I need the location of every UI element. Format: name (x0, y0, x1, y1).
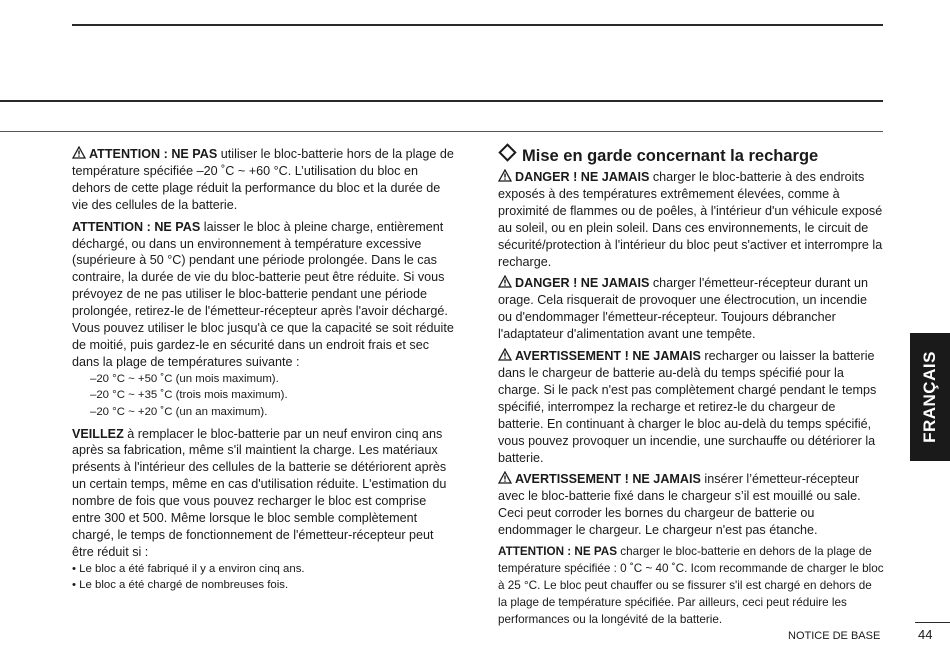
warning-triangle-icon (498, 471, 512, 484)
danger-text: charger le bloc-batterie à des endroits exposés à des températures extrêmement élevées, comme à proximité de flammes ou de poêles, à l'intérieur d'un véhicule exposé au soleil, ou en plein soleil. Dans ces environnements, le circuit de sécurité/protection à l'intérieur du bloc peut s'activer et interrompre la recharge. (498, 170, 883, 269)
warning-label: AVERTISSEMENT ! NE JAMAIS (515, 349, 701, 364)
temp-range-item: –20 °C ~ +50 ˚C (un mois maximum). (90, 372, 279, 385)
section-title: Mise en garde concernant la recharge (522, 147, 819, 165)
warning-label: AVERTISSEMENT ! NE JAMAIS (515, 472, 701, 487)
attention-label: ATTENTION : NE PAS (72, 219, 201, 234)
warning-triangle-icon (72, 146, 86, 159)
danger-label: DANGER ! NE JAMAIS (515, 276, 650, 291)
warning-triangle-icon (498, 275, 512, 288)
bullet-item: • Le bloc a été fabriqué il y a environ cinq ans. (72, 562, 305, 575)
attention-charging-paragraph (498, 544, 884, 629)
danger-text: charger l'émetteur-récepteur durant un orage. Cela risquerait de provoquer une électrocution, un incendie ou d'endommager l'émetteur-récepteur. Toujours débrancher l'adaptateur d'alimentation avant une tempête. (498, 276, 869, 342)
attention-text: laisser le bloc à pleine charge, entièrement déchargé, ou dans un environnement à température excessive (supérieure à 50 °C) pendant une période prolongée. Dans le cas contraire, la durée de vie du bloc-batterie peut être réduite. Si vous prévoyez de ne pas utiliser le bloc-batterie pendant une période prolongée, retirez-le de l'émetteur-récepteur après l'avoir déchargé. Vous pouvez utiliser le bloc jusqu'à ce que la capacité se soit réduite de moitié, puis gardez-le en sécurité dans un endroit frais et sec dans la plage de températures suivante : (72, 219, 454, 369)
veillez-label: VEILLEZ (72, 426, 124, 441)
header-rule-thick (0, 100, 883, 102)
right-column (498, 145, 884, 629)
top-rule (72, 24, 883, 26)
language-tab-label: FRANÇAIS (920, 351, 939, 443)
attention-text: charger le bloc-batterie en dehors de la plage de température spécifiée : 0 ˚C ~ 40 ˚C. Icom recommande de charger le bloc à 25 °C. Le bloc peut chauffer ou se fissurer s'il est chargé en dehors de la plage de température spécifiée. Par ailleurs, ceci peut réduire les performances ou la longévité de la batterie. (498, 545, 884, 626)
language-tab (910, 333, 950, 461)
replacement-paragraph (72, 426, 455, 561)
section-heading (498, 145, 884, 167)
warning-wet-paragraph (498, 471, 884, 539)
warning-text: recharger ou laisser la batterie dans le chargeur de batterie au-delà du temps spécifié pour la charge. Si le pack n'est pas complètement chargé pendant le temps spécifié, interrompez la recharge et retirez-le du chargeur de batterie. En continuant à charger le bloc au-delà du temps spécifié, vous pouvez provoquer un incendie, une surchauffe ou détériorer la batterie. (498, 349, 877, 465)
header-rule-thin (0, 131, 883, 132)
footer-label: NOTICE DE BASE (788, 630, 881, 642)
left-column (72, 146, 455, 594)
attention-label: ATTENTION : NE PAS (498, 545, 618, 559)
attention-temperature-paragraph (72, 146, 455, 214)
attention-text: utiliser le bloc-batterie hors de la plage de température spécifiée –20 ˚C ~ +60 °C. L’utilisation du bloc en dehors de cette plage réduit la performance du bloc et la durée de vie des cellules de la batterie. (72, 147, 454, 212)
diamond-icon (498, 143, 516, 161)
warning-text: insérer l’émetteur-récepteur avec le bloc-batterie fixé dans le chargeur s’il est mouillé ou sale. Ceci peut corroder les bornes du chargeur de batterie ou endommager le chargeur. Le chargeur n'est pas étanche. (498, 472, 861, 538)
warning-triangle-icon (498, 348, 512, 361)
temp-range-item: –20 °C ~ +35 ˚C (trois mois maximum). (90, 389, 288, 402)
temp-range-item: –20 °C ~ +20 ˚C (un an maximum). (90, 405, 268, 418)
warning-triangle-icon (498, 169, 512, 182)
bullet-item: • Le bloc a été chargé de nombreuses fois. (72, 579, 289, 592)
page-number: 44 (918, 627, 933, 642)
warning-overcharge-paragraph (498, 348, 884, 466)
attention-storage-paragraph (72, 219, 455, 371)
replacement-text: à remplacer le bloc-batterie par un neuf environ cinq ans après sa fabrication, même s'il maintient la charge. Les matériaux présents à l'intérieur des cellules de la batterie se détériorent après un certain temps, même en cas d'utilisation réduite. L'estimation du nombre de fois que vous pouvez recharger le bloc est comprise entre 300 et 500. Même lorsque le bloc semble complètement chargé, le temps de fonctionnement de l'émetteur-récepteur peut être réduit si : (72, 426, 447, 559)
attention-label: ATTENTION : NE PAS (89, 147, 218, 161)
danger-storm-paragraph (498, 275, 884, 343)
page-number-rule (915, 622, 950, 623)
danger-heat-paragraph (498, 169, 884, 270)
danger-label: DANGER ! NE JAMAIS (515, 170, 650, 184)
